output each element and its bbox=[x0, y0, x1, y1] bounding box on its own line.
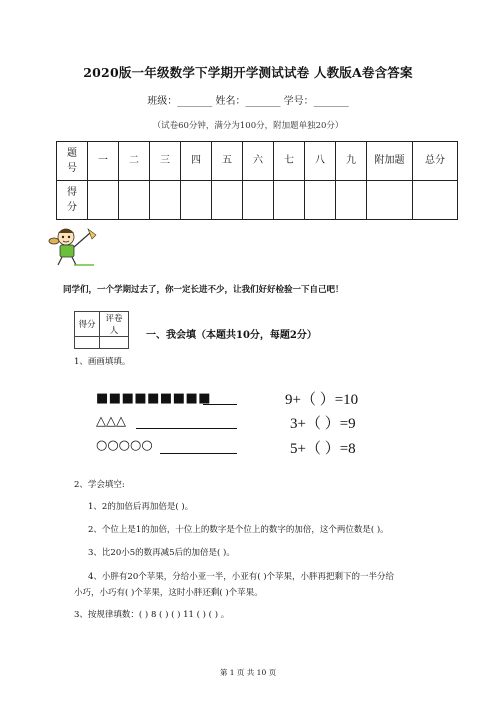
encouragement-text: 同学们，一个学期过去了，你一定长进不少，让我们好好检验一下自己吧！ bbox=[63, 285, 344, 295]
student-info-line: 班级：_______ 姓名：_______ 学号：_______ bbox=[147, 96, 349, 107]
score-cell[interactable] bbox=[336, 181, 367, 220]
header-cell: 附加题 bbox=[367, 142, 413, 181]
header-cell: 七 bbox=[274, 142, 305, 181]
equation-1: 9+（ ）=10 bbox=[285, 392, 359, 408]
circles-answer-line[interactable] bbox=[160, 453, 237, 454]
grader-box-score-cell[interactable] bbox=[75, 337, 100, 349]
question-2-item: 1、2的加倍后再加倍是( )。 bbox=[88, 502, 194, 512]
score-row-label: 得分 bbox=[57, 181, 88, 220]
equation-3: 5+（ ）=8 bbox=[290, 441, 356, 457]
header-cell: 四 bbox=[181, 142, 212, 181]
grader-box bbox=[74, 311, 129, 349]
score-cell[interactable] bbox=[88, 181, 119, 220]
squares-row: ■■■■■■■■■ bbox=[96, 391, 212, 406]
header-cell: 二 bbox=[119, 142, 150, 181]
score-table-score-row bbox=[57, 181, 458, 220]
grader-box-grader-label: 评卷人 bbox=[100, 312, 129, 337]
header-cell: 六 bbox=[243, 142, 274, 181]
pencil-mascot-icon bbox=[44, 225, 100, 269]
score-cell[interactable] bbox=[119, 181, 150, 220]
score-cell[interactable] bbox=[274, 181, 305, 220]
score-cell[interactable] bbox=[243, 181, 274, 220]
question-2-item: 3、比20小5的数再减5后的加倍是( )。 bbox=[88, 548, 235, 558]
header-cell: 一 bbox=[88, 142, 119, 181]
header-cell: 九 bbox=[336, 142, 367, 181]
question-2-label: 2、学会填空: bbox=[74, 480, 125, 490]
header-cell-label: 题号 bbox=[57, 142, 88, 181]
circles-row: ○○○○○ bbox=[96, 438, 153, 453]
section-1-title: 一、我会填（本题共10分，每题2分） bbox=[146, 330, 317, 341]
equation-2: 3+（ ）=9 bbox=[290, 416, 356, 432]
score-cell[interactable] bbox=[305, 181, 336, 220]
score-cell[interactable] bbox=[150, 181, 181, 220]
score-table bbox=[56, 141, 458, 220]
header-cell: 五 bbox=[212, 142, 243, 181]
page-footer: 第 1 页 共 10 页 bbox=[219, 668, 277, 677]
question-3-label: 3、按规律填数：( ) 8 ( ) ( ) 11 ( ) ( ) 。 bbox=[74, 610, 230, 620]
score-cell[interactable] bbox=[212, 181, 243, 220]
question-2-item-continued: 小巧，小巧有( )个苹果，这时小胖还剩( )个苹果。 bbox=[74, 588, 263, 598]
header-cell: 总分 bbox=[413, 142, 458, 181]
squares-answer-line[interactable] bbox=[203, 404, 237, 405]
score-cell[interactable] bbox=[367, 181, 413, 220]
exam-note: （试卷60分钟，满分为100分，附加题单独20分） bbox=[152, 121, 344, 131]
score-table-header-row bbox=[57, 142, 458, 181]
grader-box-grader-cell[interactable] bbox=[100, 337, 129, 349]
question-2-item: 4、小胖有20个苹果，分给小亚一半，小亚有( )个苹果，小胖再把剩下的一半分给 bbox=[88, 572, 395, 582]
score-cell[interactable] bbox=[181, 181, 212, 220]
triangles-answer-line[interactable] bbox=[136, 428, 237, 429]
score-cell[interactable] bbox=[413, 181, 458, 220]
question-2-item: 2、个位上是1的加倍，十位上的数字是个位上的数字的加倍，这个两位数是( )。 bbox=[88, 525, 389, 535]
page-title: 2020版一年级数学下学期开学测试试卷 人教版A卷含答案 bbox=[83, 65, 413, 80]
header-cell: 八 bbox=[305, 142, 336, 181]
header-cell: 三 bbox=[150, 142, 181, 181]
grader-box-score-label: 得分 bbox=[75, 312, 100, 337]
question-1-label: 1、画画填填。 bbox=[74, 357, 131, 367]
triangles-row: △△△ bbox=[96, 414, 126, 429]
